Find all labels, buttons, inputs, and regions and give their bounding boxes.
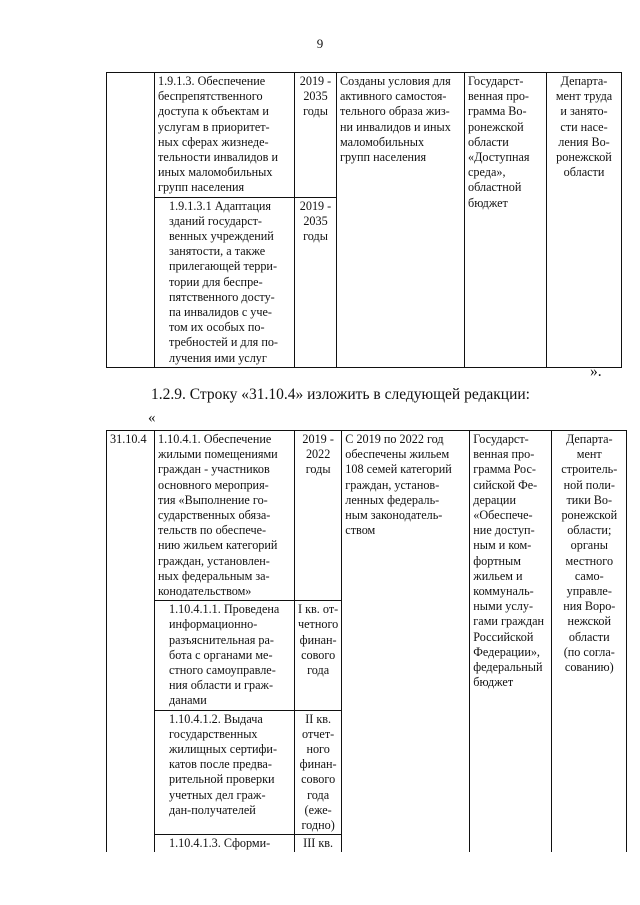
page-number: 9 — [316, 36, 324, 51]
measure-cell: 1.10.4.1.1. Проведена информационно- разъяснительная ра- бота с органами ме- стного самоуправле- ния области и граж- данами — [155, 601, 295, 710]
period-cell: 2019 - 2022 годы — [295, 431, 342, 601]
result-cell: Созданы условия для активного самостоя- тельного образа жиз- ни инвалидов и иных маломобильных групп населения — [337, 73, 465, 368]
period-cell: III кв. — [295, 835, 342, 853]
executor-cell: Департа- мент строитель- ной поли- тики Во- ронежской области; органы местного само- управле- ния Воро- нежской области (по согла- сованию) — [552, 431, 627, 853]
measure-cell: 1.10.4.1. Обеспечение жилыми помещениями граждан - участников основного мероприя- тия «Выполнение го- сударственных обяза- тельств по обеспече- нию жильем категорий граждан, установлен- ных федеральным за- конодательством» — [155, 431, 295, 601]
closing-quote: ». — [590, 363, 602, 380]
measure-cell: 1.9.1.3.1 Адаптация зданий государст- венных учреждений занятости, а также прилегающей терри- тории для беспре- пятственного досту- па инвалидов с уче- том их особых по- требностей и для по- лучения ими услуг — [155, 197, 295, 367]
result-cell: С 2019 по 2022 год обеспечены жильем 108 семей категорий граждан, установ- ленных федераль- ным законодатель- ством — [342, 431, 470, 853]
program-table-1 — [106, 72, 622, 368]
program-cell: Государст- венная про- грамма Во- ронежской области «Доступная среда», областной бюджет — [465, 73, 547, 368]
instruction-paragraph: 1.2.9. Строку «31.10.4» изложить в следующей редакции: — [151, 386, 530, 403]
period-cell: 2019 - 2035 годы — [295, 73, 337, 198]
table-row — [107, 73, 622, 198]
code-cell: 31.10.4 — [107, 431, 155, 853]
period-cell: 2019 - 2035 годы — [295, 197, 337, 367]
measure-cell: 1.10.4.1.2. Выдача государственных жилищных сертифи- катов после предва- рительной проверки учетных дел граж- дан-получателей — [155, 710, 295, 835]
code-cell — [107, 73, 155, 368]
measure-cell: 1.10.4.1.3. Сформи- — [155, 835, 295, 853]
program-cell: Государст- венная про- грамма Рос- сийской Фе- дерации «Обеспече- ние доступ- ным и ком- фортным жильем и коммуналь- ными услу- гами граждан Российской Федерации», федеральный бюджет — [470, 431, 552, 853]
measure-cell: 1.9.1.3. Обеспечение беспрепятственного доступа к объектам и услугам в приоритет- ных сферах жизнеде- тельности инвалидов и иных маломобильных групп населения — [155, 73, 295, 198]
executor-cell: Департа- мент труда и занято- сти насе- ления Во- ронежской области — [547, 73, 622, 368]
period-cell: I кв. от- четного финан- сового года — [295, 601, 342, 710]
table-row — [107, 431, 627, 601]
program-table-2 — [106, 430, 627, 852]
opening-quote: « — [148, 410, 156, 426]
period-cell: II кв. отчет- ного финан- сового года (еже- годно) — [295, 710, 342, 835]
